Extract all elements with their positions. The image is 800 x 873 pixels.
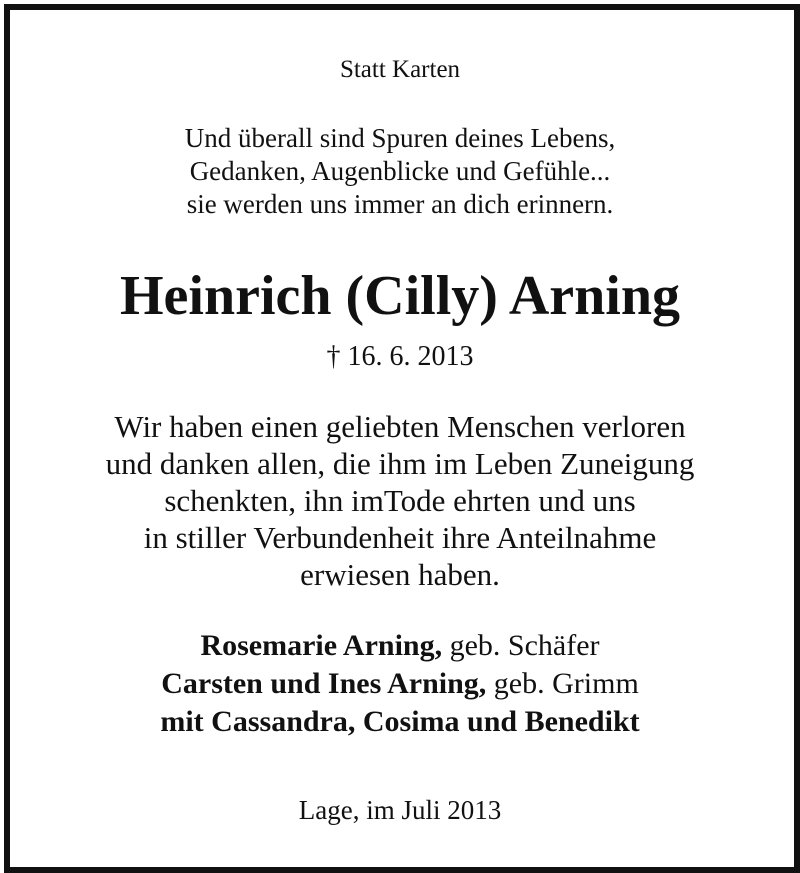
poem-line: sie werden uns immer an dich erinnern.: [186, 189, 614, 219]
place-date: Lage, im Juli 2013: [298, 795, 502, 825]
deceased-name: Heinrich (Cilly) Arning: [120, 265, 680, 327]
maiden-name: geb. Grimm: [486, 667, 639, 700]
family-member-name: mit Cassandra, Cosima und Benedikt: [160, 705, 640, 738]
family-entry: [10, 703, 790, 741]
thanks-line: in stiller Verbundenheit ihre Anteilnahme: [143, 520, 657, 555]
poem-line: Und überall sind Spuren deines Lebens,: [184, 123, 616, 153]
family-member-name: Carsten und Ines Arning,: [161, 667, 487, 700]
thanks-line: Wir haben einen geliebten Menschen verloren: [114, 409, 686, 444]
family-member-name: Rosemarie Arning,: [200, 629, 443, 662]
thanks-line: und danken allen, die ihm im Leben Zuneigung: [105, 446, 695, 481]
family-entry: [10, 665, 790, 703]
notice-header: Statt Karten: [339, 56, 461, 83]
poem-line: Gedanken, Augenblicke und Gefühle...: [189, 156, 611, 186]
thanks-line: erwiesen haben.: [300, 557, 500, 592]
maiden-name: geb. Schäfer: [442, 629, 600, 662]
family-signatures: [10, 627, 790, 741]
family-entry: [10, 627, 790, 665]
thanks-line: schenkten, ihn imTode ehrten und uns: [164, 483, 636, 518]
poem-block: [10, 122, 790, 221]
thanks-block: [10, 408, 790, 593]
death-date: † 16. 6. 2013: [326, 341, 474, 372]
